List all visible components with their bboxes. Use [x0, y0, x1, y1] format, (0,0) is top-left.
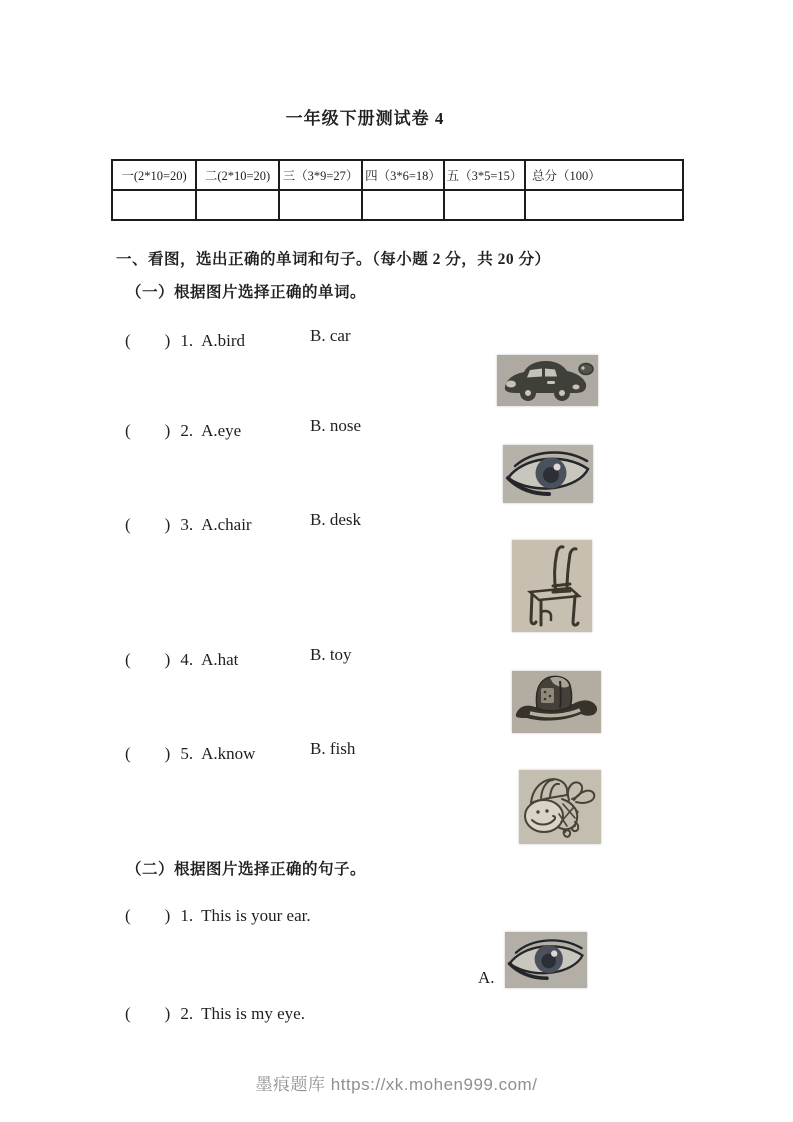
- sentence-text: This is your ear.: [201, 906, 311, 925]
- question-number: 5.: [180, 744, 194, 763]
- eye-icon: [505, 932, 587, 988]
- option-a: A.chair: [201, 515, 252, 534]
- question-row-sentence-1: [125, 901, 311, 926]
- score-value-cell: [525, 190, 683, 220]
- score-header-section5: 五（3*5=15）: [444, 160, 525, 190]
- section-one-heading: 一、看图，选出正确的单词和句子。（每小题 2 分，共 20 分）: [116, 251, 551, 268]
- score-header-section4: 四（3*6=18）: [362, 160, 444, 190]
- score-header-total: 总分（100）: [525, 160, 683, 190]
- answer-blank: ( ): [125, 421, 171, 440]
- fish-icon: [519, 770, 601, 844]
- question-number: 1.: [180, 906, 194, 925]
- option-b: B. desk: [310, 510, 361, 529]
- chair-icon: [512, 540, 592, 632]
- answer-blank: ( ): [125, 1004, 171, 1023]
- option-b: B. toy: [310, 645, 352, 664]
- page-title: 一年级下册测试卷 4: [285, 109, 445, 128]
- question-row-word-4: [125, 645, 352, 670]
- question-number: 4.: [180, 650, 194, 669]
- score-value-cell: [362, 190, 444, 220]
- option-a: A.eye: [201, 421, 242, 440]
- car-picture: [497, 355, 598, 406]
- score-value-cell: [444, 190, 525, 220]
- option-b: B. fish: [310, 739, 356, 758]
- score-header-section3: 三（3*9=27）: [279, 160, 362, 190]
- option-a: A.hat: [201, 650, 239, 669]
- watermark-footer: 墨痕题库 https://xk.mohen999.com/: [255, 1075, 538, 1094]
- sentence-text: This is my eye.: [201, 1004, 305, 1023]
- score-table-blank-row: [112, 190, 683, 220]
- score-value-cell: [112, 190, 196, 220]
- question-row-word-1: [125, 326, 351, 351]
- score-value-cell: [279, 190, 362, 220]
- score-header-section1: 一(2*10=20): [112, 160, 196, 190]
- option-b: B. car: [310, 326, 351, 345]
- hat-icon: [512, 671, 601, 733]
- car-icon: [497, 355, 598, 406]
- answer-blank: ( ): [125, 744, 171, 763]
- question-number: 3.: [180, 515, 194, 534]
- picture-option-label: A.: [478, 968, 495, 987]
- score-table: [111, 159, 684, 221]
- option-b: B. nose: [310, 416, 361, 435]
- answer-blank: ( ): [125, 650, 171, 669]
- eye-picture-part2: [505, 932, 587, 988]
- option-a: A.bird: [201, 331, 245, 350]
- hat-picture: [512, 671, 601, 733]
- answer-blank: ( ): [125, 515, 171, 534]
- score-header-section2: 二(2*10=20): [196, 160, 279, 190]
- answer-blank: ( ): [125, 906, 171, 925]
- question-number: 1.: [180, 331, 194, 350]
- score-table-header-row: [112, 160, 683, 190]
- question-row-word-5: [125, 739, 356, 764]
- part-one-heading: （一）根据图片选择正确的单词。: [126, 284, 367, 301]
- question-row-word-2: [125, 416, 361, 441]
- question-row-sentence-2: [125, 999, 305, 1024]
- fish-picture: [519, 770, 601, 844]
- question-number: 2.: [180, 421, 194, 440]
- score-value-cell: [196, 190, 279, 220]
- chair-picture: [512, 540, 592, 632]
- answer-blank: ( ): [125, 331, 171, 350]
- question-number: 2.: [180, 1004, 194, 1023]
- part-two-heading: （二）根据图片选择正确的句子。: [126, 861, 367, 878]
- question-row-word-3: [125, 510, 361, 535]
- option-a: A.know: [201, 744, 256, 763]
- eye-picture: [503, 445, 593, 503]
- eye-icon: [503, 445, 593, 503]
